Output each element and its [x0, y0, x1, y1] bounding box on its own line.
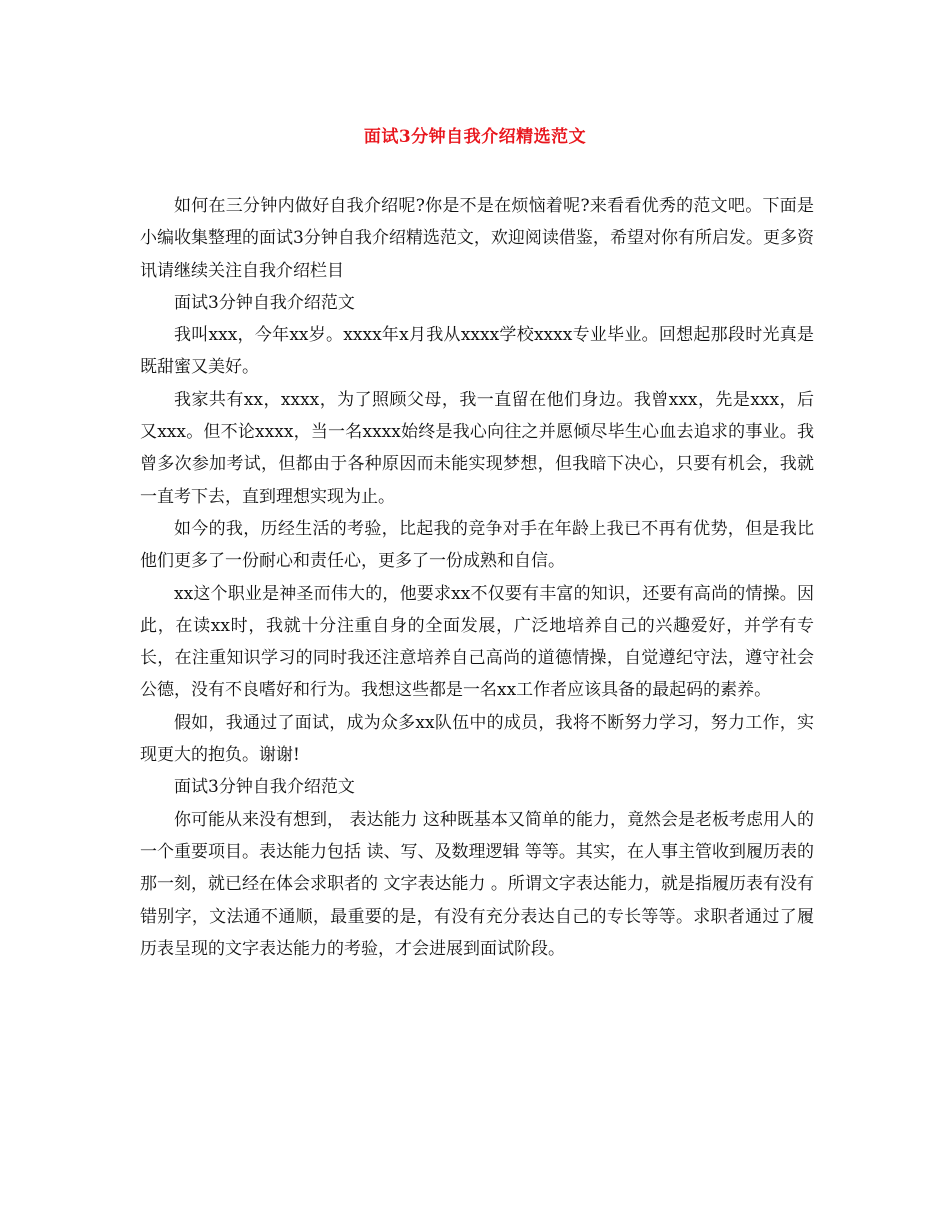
paragraph: 你可能从来没有想到， 表达能力 这种既基本又简单的能力，竟然会是老板考虑用人的一个重要项目。表达能力包括 读、写、及数理逻辑 等等。其实，在人事主管收到履历表的那一刻，就已经在体会求职者的 文字表达能力 。所谓文字表达能力，就是指履历表有没有错别字，文法通不通顺，最重要的是，有没有充分表达自己的专长等等。求职者通过了履历表呈现的文字表达能力的考验，才会进展到面试阶段。	[140, 809, 814, 959]
section-heading-2: 面试3分钟自我介绍范文	[174, 777, 355, 798]
paragraph: xx这个职业是神圣而伟大的，他要求xx不仅要有丰富的知识，还要有高尚的情操。因此，在读xx时，我就十分注重自身的全面发展，广泛地培养自己的兴趣爱好，并学有专长，在注重知识学习的同时我还注意培养自己高尚的道德情操，自觉遵纪守法，遵守社会公德，没有不良嗜好和行为。我想这些都是一名xx工作者应该具备的最起码的素养。	[140, 583, 814, 701]
document-body	[140, 190, 814, 965]
section-heading-1: 面试3分钟自我介绍范文	[174, 292, 355, 313]
paragraph: 如今的我，历经生活的考验，比起我的竞争对手在年龄上我已不再有优势，但是我比他们更多了一份耐心和责任心，更多了一份成熟和自信。	[140, 518, 814, 572]
paragraph: 我叫xxx，今年xx岁。xxxx年x月我从xxxx学校xxxx专业毕业。回想起那段时光真是既甜蜜又美好。	[140, 325, 814, 378]
paragraph: 假如，我通过了面试，成为众多xx队伍中的成员，我将不断努力学习，努力工作，实现更大的抱负。谢谢!	[140, 712, 814, 766]
paragraph: 我家共有xx，xxxx，为了照顾父母，我一直留在他们身边。我曾xxx，先是xxx，后又xxx。但不论xxxx，当一名xxxx始终是我心向往之并愿倾尽毕生心血去追求的事业。我曾多次参加考试，但都由于各种原因而未能实现梦想，但我暗下决心，只要有机会，我就一直考下去，直到理想实现为止。	[140, 389, 814, 507]
paragraph-intro: 如何在三分钟内做好自我介绍呢?你是不是在烦恼着呢?来看看优秀的范文吧。下面是小编收集整理的面试3分钟自我介绍精选范文，欢迎阅读借鉴，希望对你有所启发。更多资讯请继续关注自我介绍栏目	[140, 196, 814, 281]
document-title: 面试3分钟自我介绍精选范文	[363, 127, 587, 147]
